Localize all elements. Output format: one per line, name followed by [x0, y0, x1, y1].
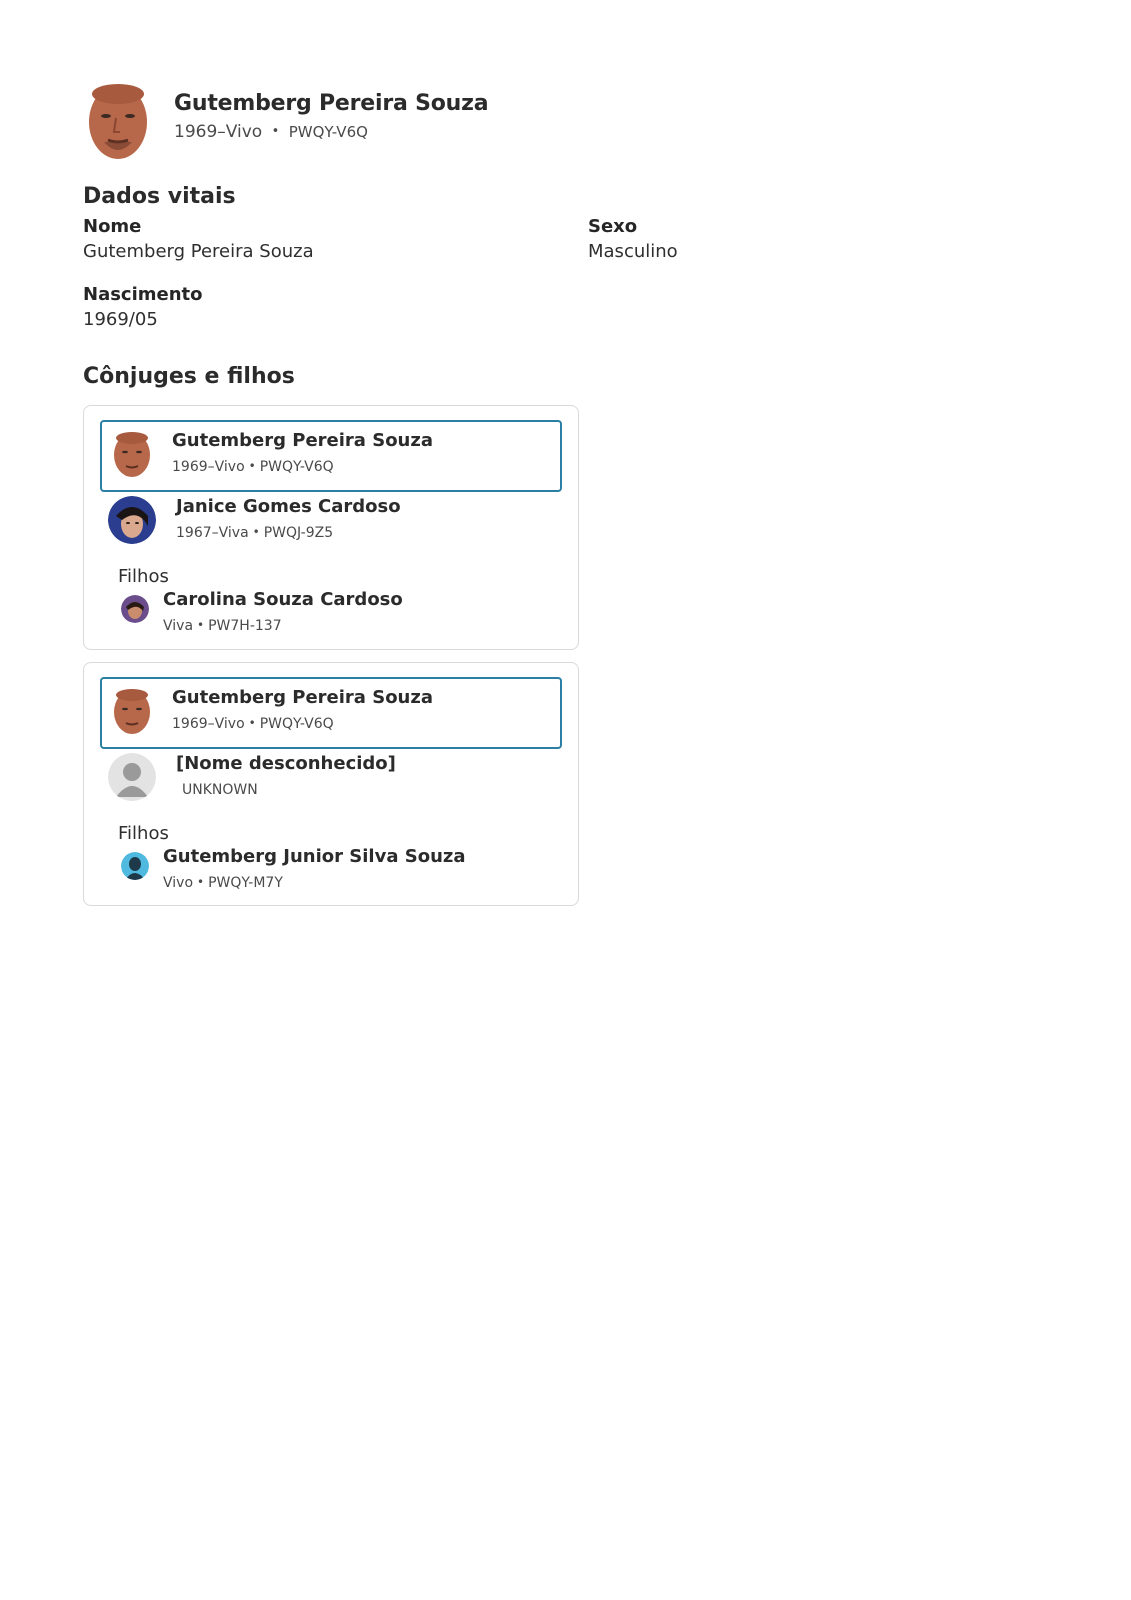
spouse-row[interactable] [108, 496, 562, 554]
unknown-person-silhouette-icon [108, 753, 156, 801]
family-card [83, 405, 579, 650]
lifespan: 1967–Viva [176, 525, 249, 541]
separator-dot: • [197, 618, 205, 632]
person-name-title: Gutemberg Pereira Souza [174, 90, 489, 116]
person-photo [112, 430, 152, 478]
person-id: PWQY-V6Q [288, 122, 368, 141]
person-name: Gutemberg Pereira Souza [172, 430, 433, 451]
person-photo [112, 687, 152, 735]
person-meta [163, 875, 466, 891]
person-id: PWQY-M7Y [208, 875, 283, 891]
family-card [83, 662, 579, 906]
focus-person-row[interactable] [100, 677, 562, 749]
person-meta [172, 459, 433, 475]
person-lifespan-line [174, 122, 488, 142]
person-name: Gutemberg Pereira Souza [172, 687, 433, 708]
birth-value: 1969/05 [83, 309, 158, 330]
sex-field [588, 216, 678, 262]
sex-value: Masculino [588, 241, 678, 262]
children-label: Filhos [118, 823, 169, 844]
children-label: Filhos [118, 566, 169, 587]
child-row[interactable] [121, 589, 578, 649]
person-meta [163, 618, 403, 634]
person-id: PWQJ-9Z5 [263, 525, 334, 541]
lifespan: 1969–Vivo [172, 459, 245, 475]
person-id: PW7H-137 [208, 618, 282, 634]
name-label: Nome [83, 216, 142, 237]
person-photo [121, 852, 149, 880]
separator-dot: • [271, 123, 280, 139]
person-photo [108, 496, 156, 544]
vitals-section-title: Dados vitais [83, 184, 236, 209]
person-meta [172, 716, 433, 732]
separator-dot: • [197, 875, 205, 889]
name-field [83, 216, 314, 262]
person-photo [121, 595, 149, 623]
child-row[interactable] [121, 846, 578, 906]
person-name: Janice Gomes Cardoso [176, 496, 401, 517]
person-meta [176, 525, 401, 541]
lifespan: Viva [163, 618, 194, 634]
person-photo [86, 80, 150, 160]
family-section-title: Cônjuges e filhos [83, 364, 295, 389]
name-value: Gutemberg Pereira Souza [83, 241, 314, 262]
separator-dot: • [252, 525, 260, 539]
person-name: [Nome desconhecido] [176, 753, 396, 774]
separator-dot: • [248, 459, 256, 473]
birth-field [83, 284, 203, 330]
person-status: UNKNOWN [182, 782, 258, 798]
person-name: Carolina Souza Cardoso [163, 589, 403, 610]
lifespan: 1969–Vivo [172, 716, 245, 732]
lifespan: 1969–Vivo [174, 121, 263, 142]
separator-dot: • [248, 716, 256, 730]
person-header [86, 80, 488, 160]
person-name: Gutemberg Junior Silva Souza [163, 846, 466, 867]
person-id: PWQY-V6Q [259, 459, 334, 475]
spouse-row[interactable] [108, 753, 562, 811]
focus-person-row[interactable] [100, 420, 562, 492]
person-id: PWQY-V6Q [259, 716, 334, 732]
birth-label: Nascimento [83, 284, 203, 305]
sex-label: Sexo [588, 216, 638, 237]
lifespan: Vivo [163, 875, 194, 891]
